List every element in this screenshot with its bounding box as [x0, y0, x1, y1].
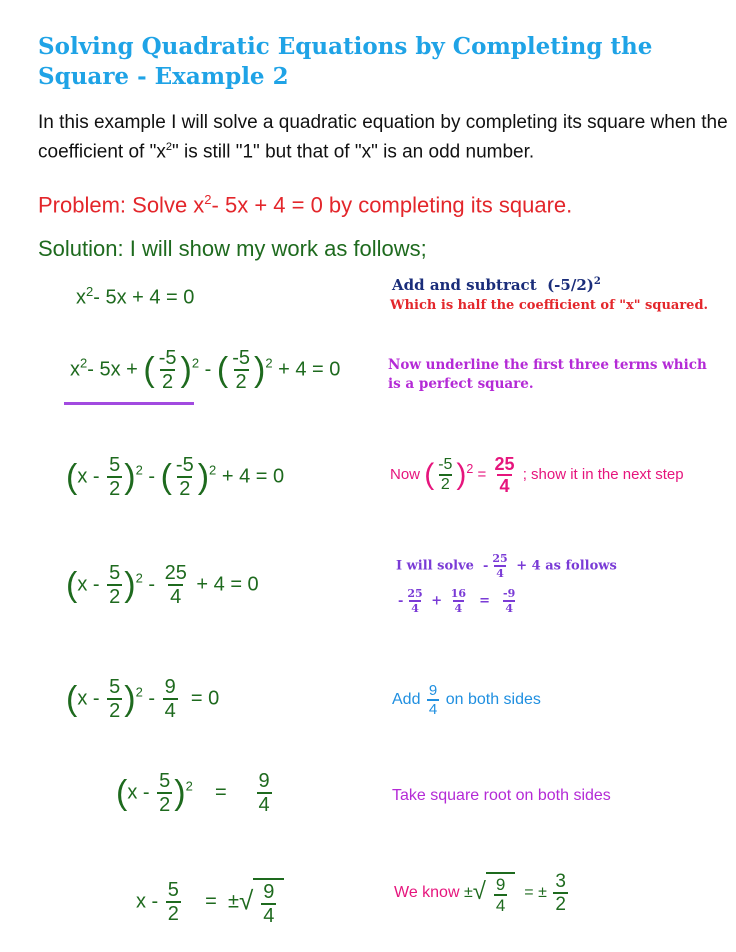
note-underline: Now underline the first three terms which is a perfect square. — [388, 357, 707, 392]
step-4-equation: (x - $\frac{5}{2}$ )$^2$ - $\frac{25}{4}$ + 4 = 0 — [66, 562, 259, 608]
problem-statement: Problem: Solve $x^2-$ 5x + 4 = 0 by completing its square. — [38, 192, 573, 218]
solution-label: Solution: I will show my work as follows; — [38, 236, 427, 261]
note-square-value: Now ( $\frac{-5}{2}$ )$^2$ = $\frac{25}{4}$ ; show it in the next step — [390, 454, 684, 496]
step-7-equation: x - $\frac{5}{2}$ = ±√ $\frac{9}{4}$ — [136, 878, 284, 926]
note-square-root: Take square root on both sides — [392, 787, 611, 804]
step-6-equation: (x - $\frac{5}{2}$ )$^2$ = $\frac{9}{4}$ — [116, 770, 270, 816]
perfect-square-underline — [64, 402, 194, 405]
note-half-coefficient: Which is half the coefficient of "x" squared. — [390, 298, 709, 313]
page-title: Solving Quadratic Equations by Completing the Square - Example 2 — [38, 33, 653, 90]
note-add-both-sides: Add $\frac{9}{4}$ on both sides — [392, 682, 541, 718]
step-1-equation: $x^2-$ 5x + 4 = 0 — [76, 284, 195, 309]
step-2-equation: $x^2-$ 5x + ( $\frac{-5}{2}$ )$^2$ - ( $\frac{-5}{2}$ )$^2$ + 4 = 0 — [70, 347, 341, 393]
note-we-know: We know ±√ $\frac{9}{4}$ = ± $\frac{3}{2}$ — [394, 871, 566, 915]
note-add-subtract: Add and subtract $(-5/2)^2$ — [392, 276, 601, 294]
intro-paragraph: In this example I will solve a quadratic equation by completing its square when the coefficient of "$x^2$" is still "1" but that of "x" is an odd number. — [38, 112, 728, 163]
note-fraction-sum: - $\frac{25}{4}$ + $\frac{16}{4}$ = $\frac{-9}{4}$ — [398, 587, 516, 615]
note-solve-fraction: I will solve - $\frac{25}{4}$ + 4 as follows — [396, 552, 617, 580]
step-5-equation: (x - $\frac{5}{2}$ )$^2$ - $\frac{9}{4}$ = 0 — [66, 676, 220, 722]
step-3-equation: (x - $\frac{5}{2}$ )$^2$ - ( $\frac{-5}{2}$ )$^2$ + 4 = 0 — [66, 454, 285, 500]
